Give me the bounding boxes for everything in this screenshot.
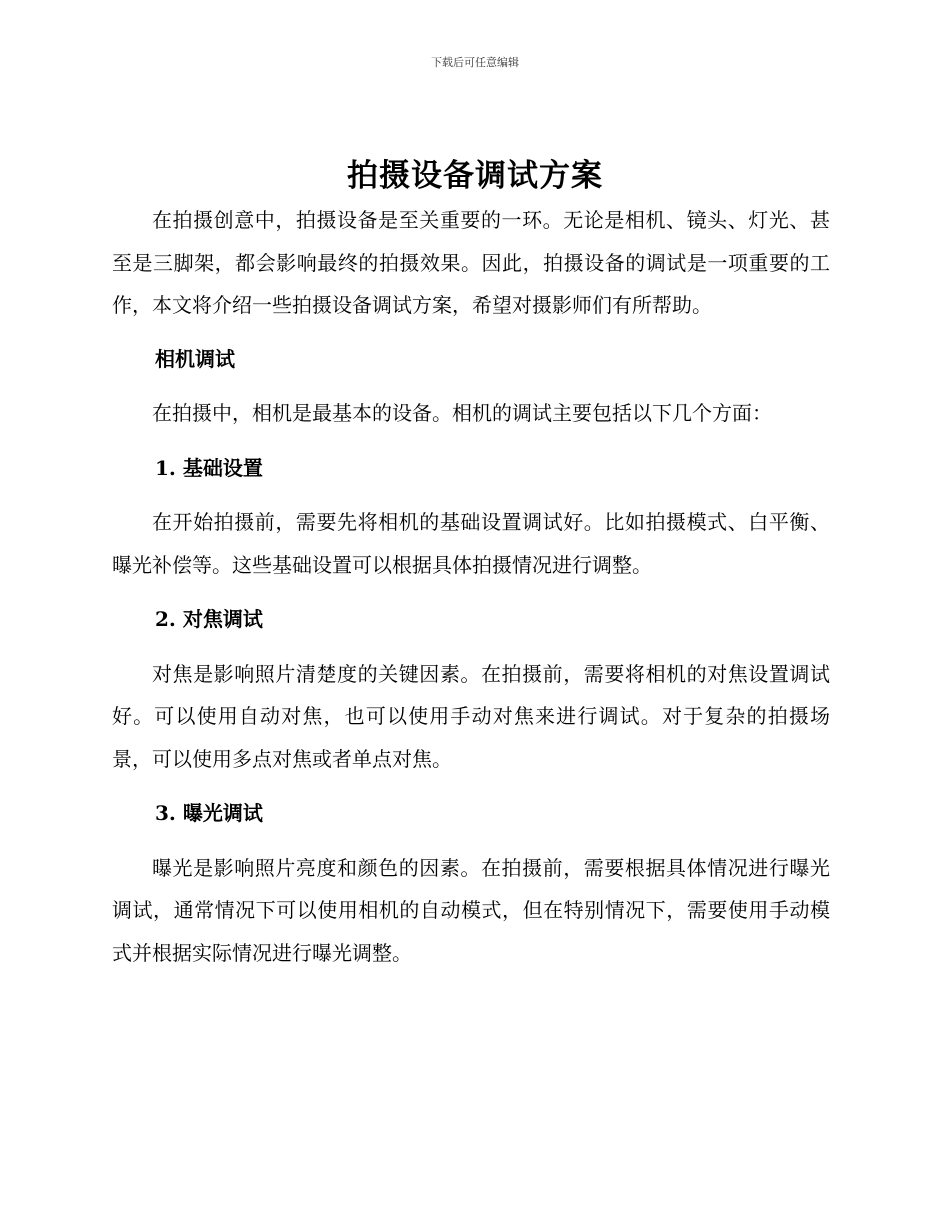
basic-settings-heading: 1. 基础设置 <box>155 455 263 480</box>
document-title: 拍摄设备调试方案 <box>347 158 603 194</box>
page-header-note: 下载后可任意编辑 <box>431 56 519 69</box>
focus-heading: 2. 对焦调试 <box>155 607 263 631</box>
document-body <box>112 199 830 974</box>
focus-paragraph: 对焦是影响照片清楚度的关键因素。在拍摄前，需要将相机的对焦设置调试好。可以使用自动对焦，也可以使用手动对焦来进行调试。对于复杂的拍摄场景，可以使用多点对焦或者单点对焦。 <box>112 661 830 771</box>
exposure-paragraph: 曝光是影响照片亮度和颜色的因素。在拍摄前，需要根据具体情况进行曝光调试，通常情况下可以使用相机的自动模式，但在特别情况下，需要使用手动模式并根据实际情况进行曝光调整。 <box>112 855 830 965</box>
camera-section-heading: 相机调试 <box>155 346 235 371</box>
basic-settings-paragraph: 在开始拍摄前，需要先将相机的基础设置调试好。比如拍摄模式、白平衡、曝光补偿等。这些基础设置可以根据具体拍摄情况进行调整。 <box>112 510 830 577</box>
camera-intro-paragraph: 在拍摄中，相机是最基本的设备。相机的调试主要包括以下几个方面： <box>152 401 772 425</box>
exposure-heading: 3. 曝光调试 <box>155 801 263 825</box>
intro-paragraph: 在拍摄创意中，拍摄设备是至关重要的一环。无论是相机、镜头、灯光、甚至是三脚架，都会影响最终的拍摄效果。因此，拍摄设备的调试是一项重要的工作，本文将介绍一些拍摄设备调试方案，希望对摄影师们有所帮助。 <box>112 208 830 317</box>
